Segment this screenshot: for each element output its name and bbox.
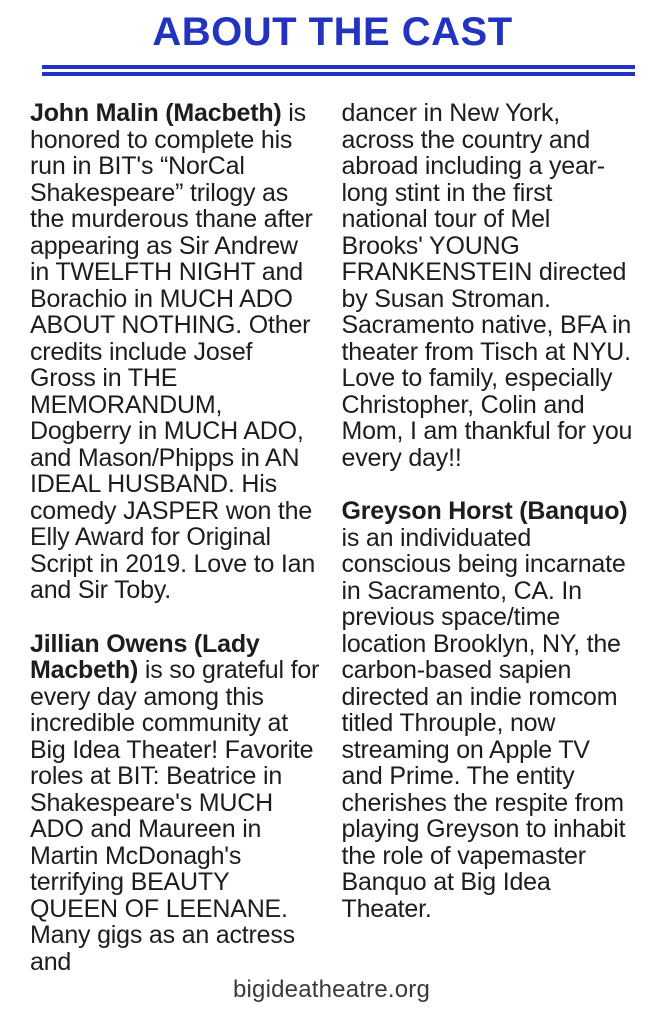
column-left bbox=[30, 100, 324, 1002]
bio-text: is an individuated conscious being incarnate in Sacramento, CA. In previous space/time location Brooklyn, NY, the carbon-based sapien directed an indie romcom titled Throuple, now streaming on Apple TV and Prime. The entity cherishes the respite from playing Greyson to inhabit the role of vapemaster Banquo at Big Idea Theater. bbox=[341, 523, 626, 923]
website-url: bigideatheatre.org bbox=[232, 976, 431, 1003]
bio-text: is so grateful for every day among this incredible community at Big Idea Theater! Favorite roles at BIT: Beatrice in Shakespeare's MUCH ADO and Maureen in Martin McDonagh's terrifying BEAUTY QUEEN OF LEENANE. Many gigs as an actress and bbox=[30, 656, 320, 976]
bio-text: is honored to complete his run in BIT's “NorCal Shakespeare” trilogy as the murderous thane after appearing as Sir Andrew in TWELFTH NIGHT and Borachio in MUCH ADO ABOUT NOTHING. Other credits include Josef Gross in THE MEMORANDUM, Dogberry in MUCH ADO, and Mason/Phipps in AN IDEAL HUSBAND. His comedy JASPER won the Elly Award for Original Script in 2019. Love to Ian and Sir Toby. bbox=[30, 99, 316, 604]
bio-text: dancer in New York, across the country and abroad including a year-long stint in the first national tour of Mel Brooks' YOUNG FRANKENSTEIN directed by Susan Stroman. Sacramento native, BFA in theater from Tisch at NYU. Love to family, especially Christopher, Colin and Mom, I am thankful for you every day!! bbox=[341, 99, 633, 472]
bio-john-malin bbox=[30, 100, 324, 604]
cast-name-greyson-horst: Greyson Horst (Banquo) bbox=[341, 497, 628, 525]
cast-name-jillian-owens: Jillian Owens (Lady Macbeth) bbox=[30, 629, 260, 684]
bio-greyson-horst bbox=[342, 498, 636, 922]
bio-jillian-owens-continued bbox=[342, 100, 636, 471]
title-divider bbox=[42, 65, 635, 76]
page-title: ABOUT THE CAST bbox=[152, 10, 513, 54]
cast-name-john-malin: John Malin (Macbeth) bbox=[30, 99, 282, 127]
column-right bbox=[342, 100, 636, 1002]
bio-jillian-owens bbox=[30, 631, 324, 976]
cast-bios bbox=[30, 100, 635, 1002]
